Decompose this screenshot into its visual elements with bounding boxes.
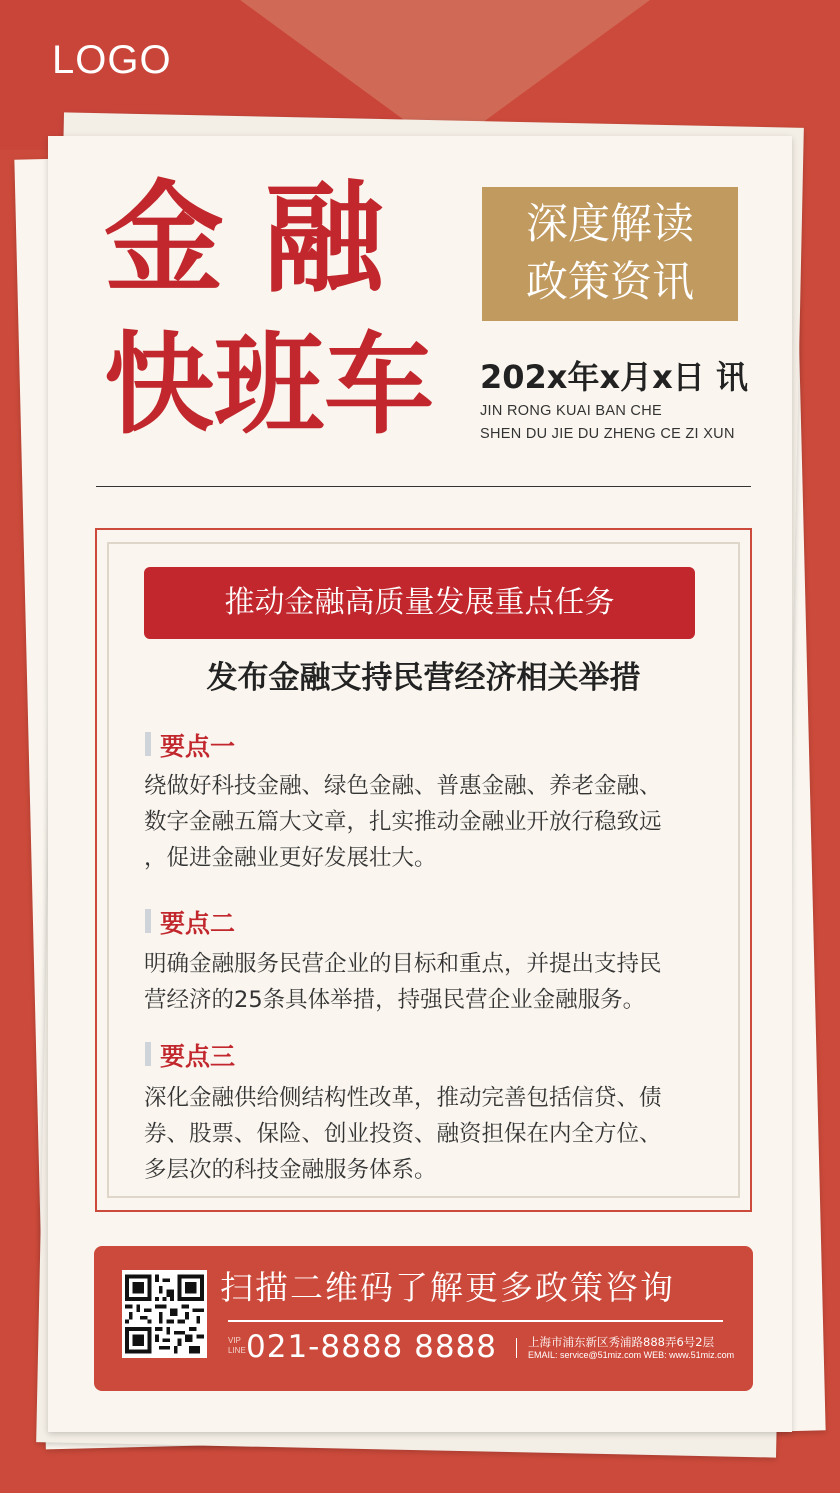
section-banner: 推动金融高质量发展重点任务 <box>144 567 695 639</box>
logo: LOGO <box>52 38 172 82</box>
footer-separator <box>516 1338 517 1358</box>
contact-info[interactable]: EMAIL: service@51miz.com WEB: www.51miz.com <box>528 1350 735 1360</box>
section-subtitle: 发布金融支持民营经济相关举措 <box>206 660 641 696</box>
tagline-line1: 深度解读 <box>525 199 694 248</box>
tagline-line2: 政策资讯 <box>525 257 694 306</box>
pinyin-line-1: JIN RONG KUAI BAN CHE <box>480 403 662 419</box>
headline-finance: 金融 <box>104 170 424 309</box>
point-line: 营经济的25条具体举措，持强民营企业金融服务。 <box>144 987 646 1013</box>
point-marker <box>145 909 151 933</box>
address: 上海市浦东新区秀浦路888弄6号2层 <box>528 1335 715 1349</box>
scan-prompt: 扫描二维码了解更多政策咨询 <box>220 1268 675 1307</box>
point-marker <box>145 732 151 756</box>
tagline-box <box>482 187 738 321</box>
point-title-3: 要点三 <box>160 1042 236 1071</box>
headline-express: 快班车 <box>104 321 434 449</box>
pinyin-line-2: SHEN DU JIE DU ZHENG CE ZI XUN <box>480 426 735 442</box>
point-title-1: 要点一 <box>160 732 236 761</box>
point-line: 数字金融五篇大文章，扎实推动金融业开放行稳致远 <box>144 809 662 835</box>
point-line: ，促进金融业更好发展壮大。 <box>144 845 437 871</box>
point-title-2: 要点二 <box>160 909 236 938</box>
phone-number[interactable]: 021-8888 8888 <box>246 1329 497 1365</box>
vip-line-label <box>228 1336 246 1356</box>
issue-date: 202x年x月x日 讯 <box>480 358 748 396</box>
line-label: LINE <box>228 1346 246 1355</box>
point-text-1 <box>144 768 704 876</box>
point-marker <box>145 1042 151 1066</box>
point-text-2 <box>144 946 704 1018</box>
vip-label: VIP <box>228 1336 241 1345</box>
point-line: 深化金融供给侧结构性改革，推动完善包括信贷、债 <box>144 1085 662 1111</box>
qr-code-icon[interactable] <box>122 1270 207 1358</box>
footer-divider <box>228 1320 723 1322</box>
point-text-3 <box>144 1080 704 1188</box>
point-line: 明确金融服务民营企业的目标和重点，并提出支持民 <box>144 951 662 977</box>
point-line: 券、股票、保险、创业投资、融资担保在内全方位、 <box>144 1121 662 1147</box>
point-line: 多层次的科技金融服务体系。 <box>144 1157 437 1183</box>
divider <box>96 486 751 487</box>
point-line: 绕做好科技金融、绿色金融、普惠金融、养老金融、 <box>144 773 662 799</box>
